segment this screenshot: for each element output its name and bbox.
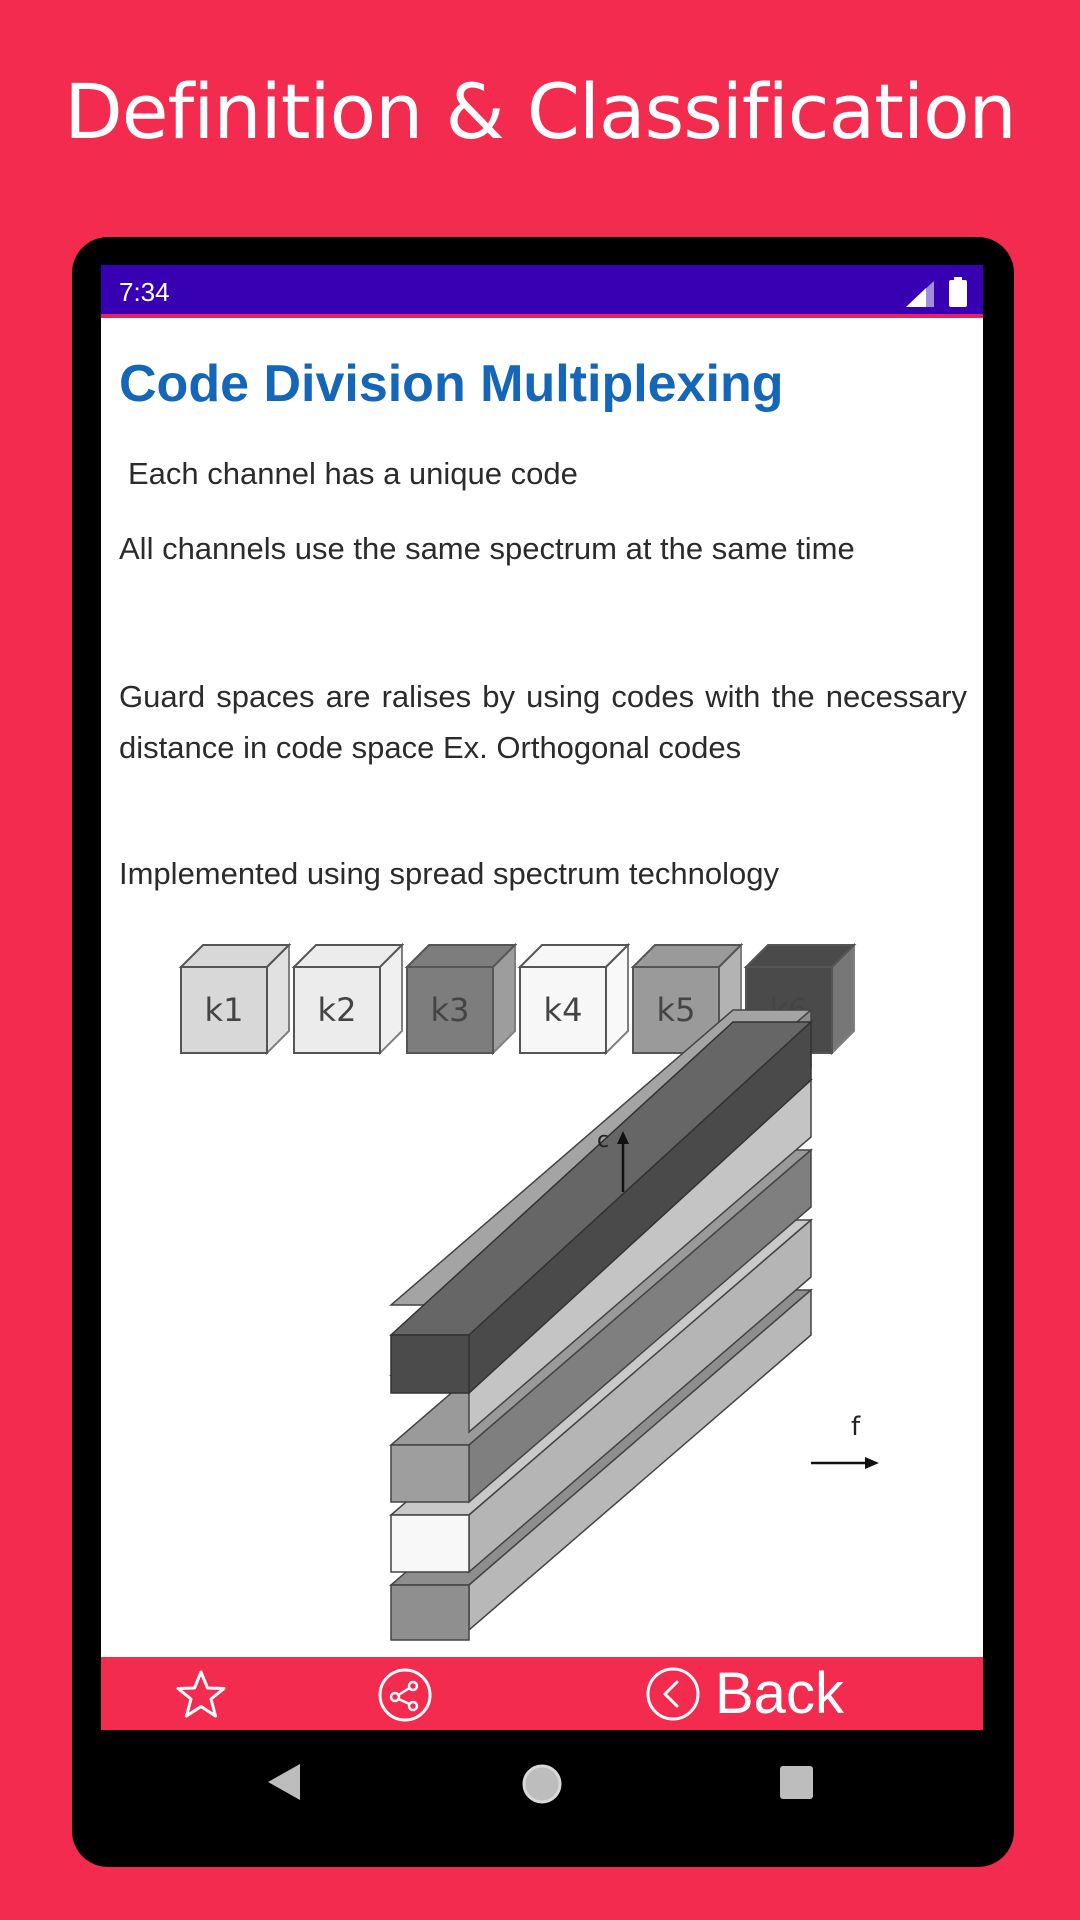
paragraph-guard-spaces: Guard spaces are ralises by using codes with the necessary distance in code space Ex. Orthogonal codes: [119, 679, 967, 765]
battery-icon: [949, 277, 967, 307]
page-title: Code Division Multiplexing: [119, 355, 784, 413]
back-label: Back: [715, 1661, 844, 1726]
nav-recents-icon[interactable]: [779, 1765, 814, 1800]
chevron-left-circle-icon: [645, 1666, 701, 1722]
code-cube-label: k3: [430, 991, 470, 1029]
cdm-diagram: [101, 915, 983, 1665]
axis-c-label: c: [597, 1128, 610, 1153]
app-screen: [101, 265, 983, 1730]
code-cube-k3: [407, 945, 515, 1053]
code-cube-k4: [520, 945, 628, 1053]
status-bar: [101, 265, 983, 318]
code-cube-k1: [181, 945, 289, 1053]
promo-title: Definition & Classification: [64, 67, 1016, 156]
code-cube-label: k2: [317, 991, 357, 1029]
star-icon[interactable]: [175, 1669, 227, 1721]
signal-icon: [906, 281, 934, 307]
axis-f: [811, 1412, 879, 1469]
code-cube-k2: [294, 945, 402, 1053]
axis-f-label: f: [851, 1412, 861, 1442]
share-icon[interactable]: [377, 1667, 433, 1723]
code-slabs: [391, 1010, 811, 1640]
code-cube-label: k5: [656, 991, 696, 1029]
bottom-action-bar: [101, 1657, 983, 1730]
paragraph-unique-code: Each channel has a unique code: [128, 456, 578, 491]
code-cube-label: k4: [543, 991, 583, 1029]
nav-back-icon[interactable]: [266, 1762, 302, 1802]
nav-home-icon[interactable]: [521, 1763, 563, 1805]
paragraph-spread-spectrum: Implemented using spread spectrum technology: [119, 856, 779, 891]
status-time: 7:34: [119, 277, 170, 307]
back-button[interactable]: [645, 1661, 844, 1727]
paragraph-same-spectrum: All channels use the same spectrum at the same time: [119, 531, 855, 566]
code-cube-label: k1: [204, 991, 244, 1029]
system-nav-bar: [101, 1730, 983, 1834]
